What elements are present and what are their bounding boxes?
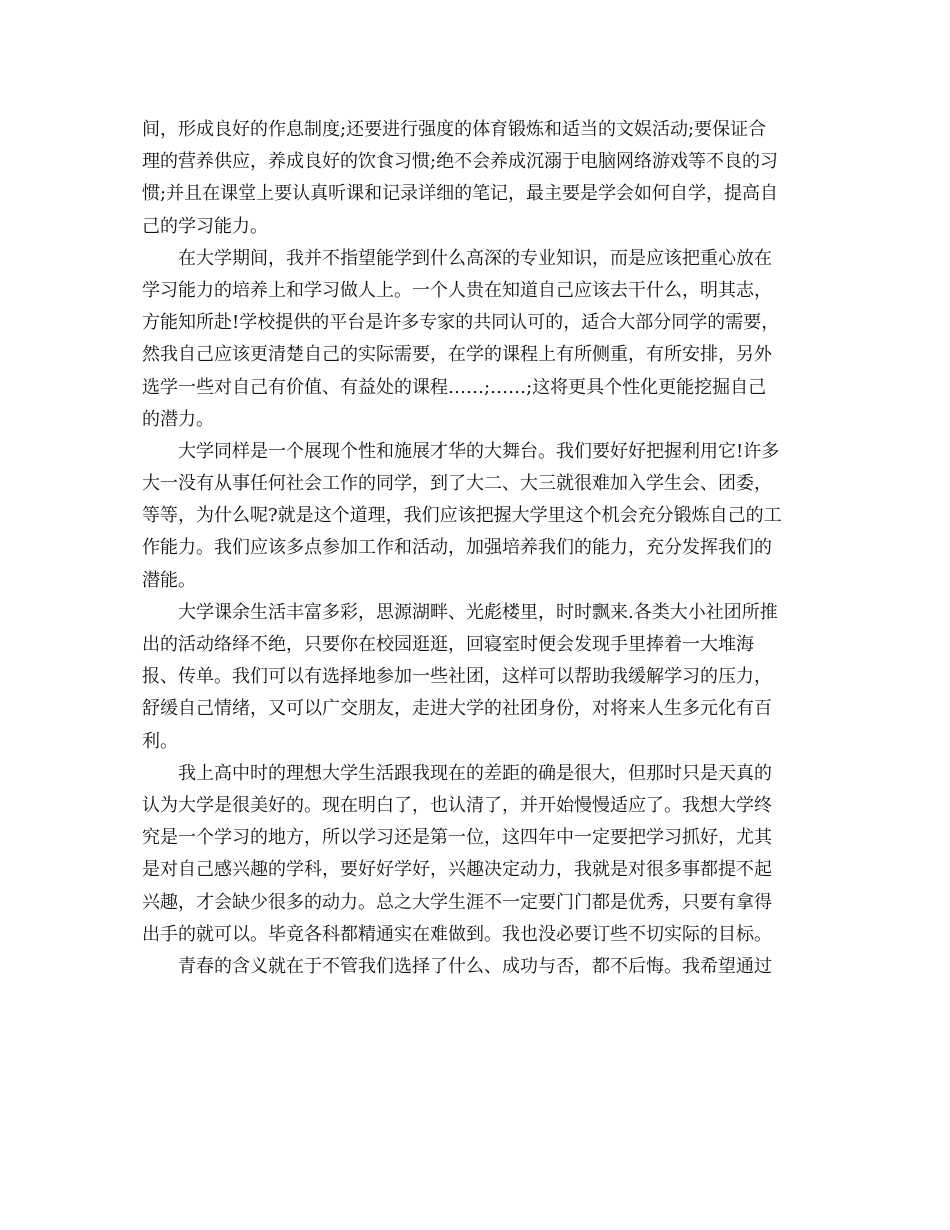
text-line: 认为大学是很美好的。现在明白了，也认清了，并开始慢慢适应了。我想大学终	[142, 794, 772, 816]
text-line: 惯;并且在课堂上要认真听课和记录详细的笔记，最主要是学会如何自学，提高自	[142, 183, 779, 205]
paragraph-first-line: 大学课余生活丰富多彩，思源湖畔、光彪楼里，时时飘来.各类大小社团所推	[178, 601, 778, 623]
text-line: 究是一个学习的地方，所以学习还是第一位，这四年中一定要把学习抓好，尤其	[142, 827, 772, 849]
text-line: 出的活动络绎不绝，只要你在校园逛逛，回寝室时便会发现手里捧着一大堆海	[142, 634, 754, 655]
paragraph-first-line: 我上高中时的理想大学生活跟我现在的差距的确是很大，但那时只是天真的	[178, 762, 772, 784]
text-line: 的潜力。	[142, 408, 214, 430]
text-line: 己的学习能力。	[142, 215, 268, 237]
text-line: 大一没有从事任何社会工作的同学，到了大二、大三就很难加入学生会、团委，	[142, 473, 772, 495]
text-line: 然我自己应该更清楚自己的实际需要，在学的课程上有所侧重，有所安排，另外	[142, 344, 772, 366]
text-line: 利。	[142, 730, 178, 752]
text-line: 作能力。我们应该多点参加工作和活动，加强培养我们的能力，充分发挥我们的	[142, 537, 772, 559]
document-body	[142, 114, 822, 983]
paragraph-first-line: 大学同样是一个展现个性和施展才华的大舞台。我们要好好把握利用它!许多	[178, 440, 780, 462]
text-line: 理的营养供应，养成良好的饮食习惯;绝不会养成沉溺于电脑网络游戏等不良的习	[142, 151, 779, 173]
text-line: 是对自己感兴趣的学科，要好好学好，兴趣决定动力，我就是对很多事都提不起	[142, 859, 772, 881]
text-line: 潜能。	[142, 569, 196, 591]
text-line: 出手的就可以。毕竟各科都精通实在难做到。我也没必要订些不切实际的目标。	[142, 923, 772, 945]
paragraph-first-line: 青春的含义就在于不管我们选择了什么、成功与否，都不后悔。我希望通过	[178, 955, 772, 977]
text-line: 选学一些对自己有价值、有益处的课程……;……;这将更具个性化更能挖掘自己	[142, 376, 767, 398]
text-line: 报、传单。我们可以有选择地参加一些社团，这样可以帮助我缓解学习的压力，	[142, 666, 772, 688]
paragraph-first-line: 在大学期间，我并不指望能学到什么高深的专业知识，而是应该把重心放在	[178, 247, 772, 269]
text-line: 兴趣，才会缺少很多的动力。总之大学生涯不一定要门门都是优秀，只要有拿得	[142, 891, 772, 913]
text-line: 方能知所赴!学校提供的平台是许多专家的共同认可的，适合大部分同学的需要，	[142, 312, 780, 334]
text-line: 舒缓自己情绪，又可以广交朋友，走进大学的社团身份，对将来人生多元化有百	[142, 698, 772, 720]
text-line: 间，形成良好的作息制度;还要进行强度的体育锻炼和适当的文娱活动;要保证合	[142, 119, 767, 140]
text-line: 学习能力的培养上和学习做人上。一个人贵在知道自己应该去干什么，明其志，	[142, 279, 772, 301]
text-line: 等等，为什么呢?就是这个道理，我们应该把握大学里这个机会充分锻炼自己的工	[142, 505, 782, 527]
